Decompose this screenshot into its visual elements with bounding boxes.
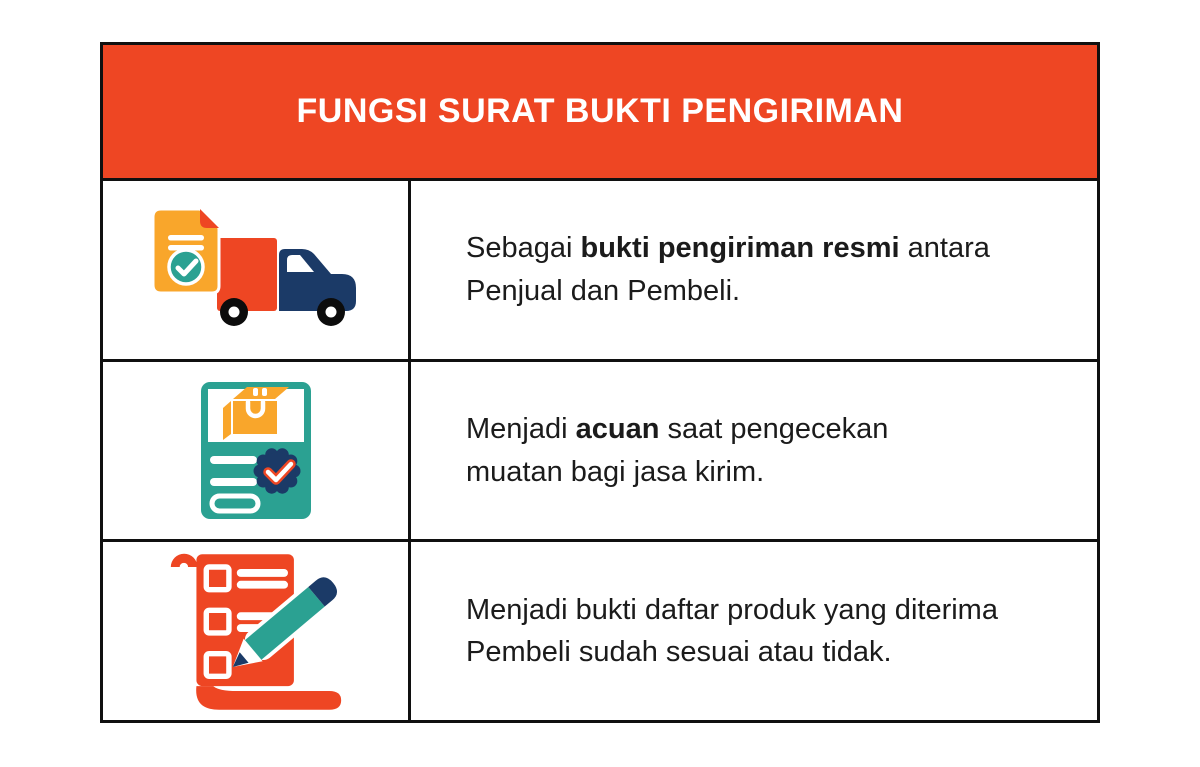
row-text-bold: acuan xyxy=(575,412,660,445)
table-row-bukti-pengiriman xyxy=(103,178,1097,359)
delivery-truck-with-document-icon xyxy=(153,209,359,330)
table-row-acuan xyxy=(103,359,1097,540)
row-text-segment: Sebagai xyxy=(466,232,581,265)
row-text-line2: muatan bagi jasa kirim. xyxy=(466,455,765,488)
document-with-check xyxy=(153,209,219,293)
row-text-segment: saat pengecekan xyxy=(659,412,889,445)
row-text-bold: bukti pengiriman resmi xyxy=(580,232,900,265)
icon-cell xyxy=(103,181,411,359)
row-text-segment: antara xyxy=(899,232,990,265)
icon-cell xyxy=(103,362,411,540)
row-text xyxy=(466,227,990,312)
table-row-daftar-produk xyxy=(103,539,1097,720)
row-text-segment: Menjadi bukti daftar produk yang diterima xyxy=(466,593,998,626)
text-cell xyxy=(411,362,1097,540)
check-badge xyxy=(253,448,300,493)
text-cell xyxy=(411,181,1097,359)
table-header xyxy=(103,45,1097,178)
text-cell xyxy=(411,542,1097,720)
icon-cell xyxy=(103,542,411,720)
page-title: FUNGSI SURAT BUKTI PENGIRIMAN xyxy=(296,92,904,130)
truck xyxy=(217,238,356,326)
row-text xyxy=(466,408,888,493)
row-text-segment: Menjadi xyxy=(466,412,576,445)
checklist-with-pencil-icon xyxy=(160,546,352,716)
fungsi-table xyxy=(100,42,1100,723)
row-text xyxy=(466,589,998,674)
package-document-with-badge-icon xyxy=(201,382,311,519)
row-text-line2: Pembeli sudah sesuai atau tidak. xyxy=(466,636,892,669)
row-text-line2: Penjual dan Pembeli. xyxy=(466,274,741,307)
